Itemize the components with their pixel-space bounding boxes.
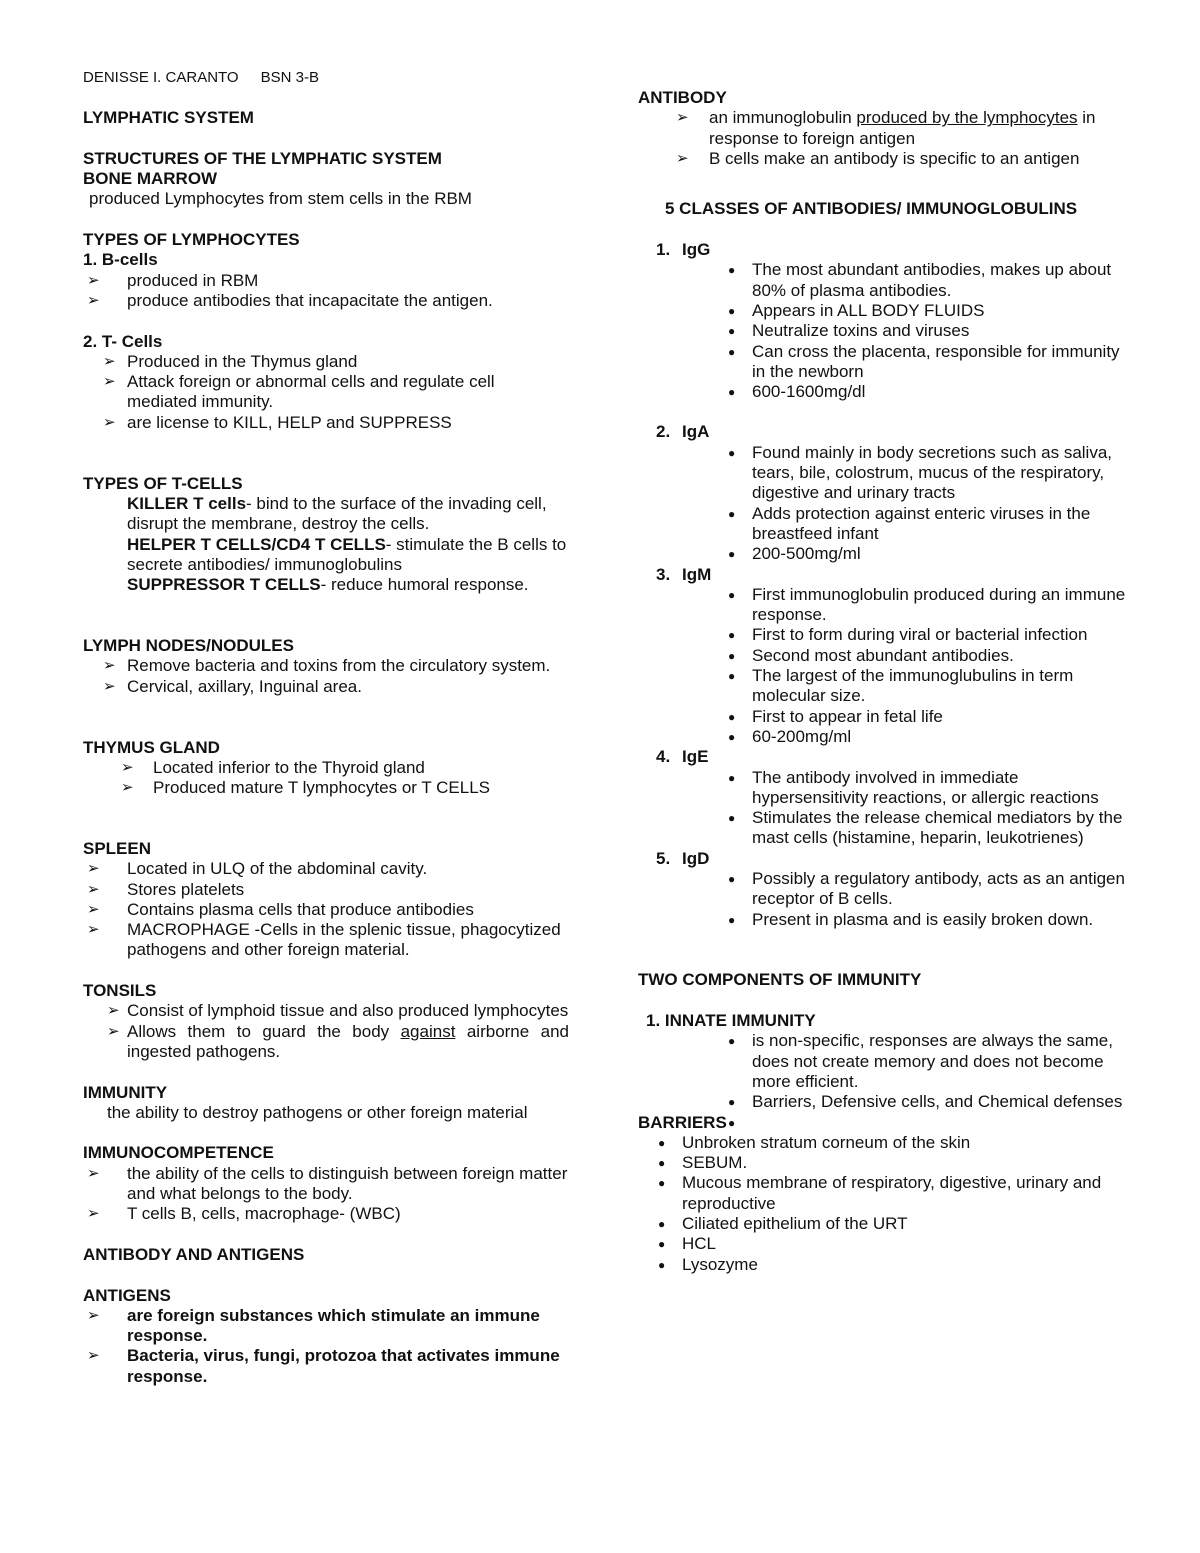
bullet-dot-icon: ● <box>728 709 736 724</box>
barrier-item: ● Lysozyme <box>658 1254 758 1274</box>
left-column <box>83 0 569 1387</box>
barrier-item: ● SEBUM. <box>658 1153 748 1173</box>
list-item: ➢ an immunoglobulin produced by the lymphocytes in response to foreign antigen <box>676 108 1096 148</box>
bullet-dot-icon: ● <box>728 811 736 826</box>
arrow-icon: ➢ <box>87 900 100 918</box>
list-item: ➢ MACROPHAGE -Cells in the splenic tissue, phagocytized pathogens and other foreign material. <box>87 920 561 960</box>
list-item: ➢ Attack foreign or abnormal cells and regulate cell mediated immunity. <box>103 372 495 412</box>
bullet-dot-icon: ● <box>728 445 736 460</box>
class-heading-igg: 1. IgG <box>656 240 711 260</box>
list-item: ➢ B cells make an antibody is specific to an antigen <box>676 148 1080 168</box>
arrow-icon: ➢ <box>103 677 116 695</box>
class-item: ● First immunoglobulin produced during an immune response. <box>728 584 1126 625</box>
arrow-icon: ➢ <box>676 109 689 127</box>
list-item: ➢ the ability of the cells to distinguish between foreign matter and what belongs to the body. <box>87 1163 568 1204</box>
right-column <box>638 0 1128 1275</box>
arrow-icon: ➢ <box>676 149 689 167</box>
bullet-dot-icon: ● <box>728 324 736 339</box>
arrow-icon: ➢ <box>121 758 134 776</box>
bullet-dot-icon: ● <box>728 587 736 602</box>
arrow-icon: ➢ <box>87 1164 100 1182</box>
tcells-heading: 2. T- Cells <box>83 331 163 351</box>
list-item: ➢ Remove bacteria and toxins from the circulatory system. <box>103 656 551 676</box>
arrow-icon: ➢ <box>87 1205 100 1223</box>
barrier-item: ● Unbroken stratum corneum of the skin <box>658 1132 971 1152</box>
arrow-icon: ➢ <box>87 921 100 939</box>
class-item: ● First to form during viral or bacterial infection <box>728 625 1088 645</box>
barriers-list <box>638 1133 1128 1275</box>
classes-heading: 5 CLASSES OF ANTIBODIES/ IMMUNOGLOBULINS <box>665 199 1078 219</box>
bullet-dot-icon: ● <box>728 1034 736 1049</box>
class-item: ● Possibly a regulatory antibody, acts as an antigen receptor of B cells. <box>728 868 1125 909</box>
list-item: ➢ produced in RBM <box>87 270 259 290</box>
types-tcells-heading: TYPES OF T-CELLS <box>83 473 243 493</box>
bullet-dot-icon: ● <box>728 344 736 359</box>
class-heading-igd: 5. IgD <box>656 848 710 868</box>
bullet-dot-icon: ● <box>728 303 736 318</box>
immunity-text: the ability to destroy pathogens or other foreign material <box>107 1102 528 1122</box>
class-item: ● Appears in ALL BODY FLUIDS <box>728 300 985 320</box>
suppressor-tcell-definition: SUPPRESSOR T CELLS- reduce humoral response. <box>127 575 529 595</box>
class-heading-iga: 2. IgA <box>656 422 710 442</box>
arrow-icon: ➢ <box>107 1022 120 1040</box>
innate-item: ● is non-specific, responses are always the same, does not create memory and does not become more efficient. <box>728 1031 1113 1091</box>
antibody-heading: ANTIBODY <box>638 88 727 107</box>
arrow-icon: ➢ <box>87 1306 100 1324</box>
class-item: ● 200-500mg/ml <box>728 544 861 564</box>
innate-immunity-list <box>638 1031 1128 1130</box>
spleen-heading: SPLEEN <box>83 838 152 858</box>
bullet-dot-icon: ● <box>658 1176 666 1191</box>
arrow-icon: ➢ <box>107 1002 120 1020</box>
bullet-dot-icon: ● <box>728 506 736 521</box>
components-heading: TWO COMPONENTS OF IMMUNITY <box>638 970 922 990</box>
tonsils-heading: TONSILS <box>83 981 157 1001</box>
class-heading-ige: 4. IgE <box>656 747 709 767</box>
killer-tcell-definition: KILLER T cells- bind to the surface of the invading cell, disrupt the membrane, destroy the cells. <box>127 493 547 534</box>
class-item: ● Adds protection against enteric viruses in the breastfeed infant <box>728 503 1091 543</box>
bullet-dot-icon: ● <box>728 912 736 927</box>
bullet-dot-icon: ● <box>728 729 736 744</box>
class-item: ● Stimulates the release chemical mediators by the mast cells (histamine, heparin, leukotrienes) <box>728 808 1123 848</box>
lymph-nodes-heading: LYMPH NODES/NODULES <box>83 636 294 656</box>
bullet-dot-icon: ● <box>728 648 736 663</box>
arrow-icon: ➢ <box>103 657 116 675</box>
student-name: DENISSE I. CARANTO <box>83 69 239 86</box>
bullet-dot-icon: ● <box>728 263 736 278</box>
arrow-icon: ➢ <box>103 373 116 391</box>
arrow-icon: ➢ <box>87 271 100 289</box>
list-item: ➢ Located inferior to the Thyroid gland <box>121 757 425 777</box>
header-line <box>83 68 569 88</box>
barrier-item: ● Mucous membrane of respiratory, digestive, urinary and reproductive <box>658 1173 1102 1213</box>
page-title: LYMPHATIC SYSTEM <box>83 108 254 128</box>
class-item: ● Can cross the placenta, responsible for immunity in the newborn <box>728 341 1120 381</box>
class-item: ● The largest of the immunoglubulins in term molecular size. <box>728 666 1074 706</box>
class-item: ● The antibody involved in immediate hypersensitivity reactions, or allergic reactions <box>728 767 1099 807</box>
list-item: ➢ Bacteria, virus, fungi, protozoa that activates immune response. <box>87 1346 560 1386</box>
barrier-item: ● HCL <box>658 1234 717 1254</box>
types-lymphocytes-heading: TYPES OF LYMPHOCYTES <box>83 230 300 250</box>
innate-immunity-heading: 1. INNATE IMMUNITY <box>646 1011 816 1031</box>
bullet-dot-icon: ● <box>728 547 736 562</box>
bullet-dot-icon: ● <box>658 1135 666 1150</box>
class-item: ● Neutralize toxins and viruses <box>728 321 970 341</box>
immunity-heading: IMMUNITY <box>83 1082 168 1102</box>
list-item: ➢ T cells B, cells, macrophage- (WBC) <box>87 1204 401 1224</box>
barriers-heading: BARRIERS <box>638 1112 727 1132</box>
list-item: ➢ Contains plasma cells that produce antibodies <box>87 899 474 919</box>
arrow-icon: ➢ <box>103 352 116 370</box>
antigens-heading: ANTIGENS <box>83 1285 171 1305</box>
course-section: BSN 3-B <box>260 69 319 86</box>
antibody-antigens-heading: ANTIBODY AND ANTIGENS <box>83 1244 305 1264</box>
bone-marrow-text: produced Lymphocytes from stem cells in the RBM <box>89 189 472 209</box>
bullet-dot-icon: ● <box>658 1257 666 1272</box>
bullet-dot-icon: ● <box>658 1156 666 1171</box>
list-item: ➢ are foreign substances which stimulate an immune response. <box>87 1305 540 1346</box>
list-item: ➢ Produced in the Thymus gland <box>103 351 358 371</box>
list-item: ➢ Consist of lymphoid tissue and also produced lymphocytes <box>107 1001 569 1021</box>
bullet-dot-icon: ● <box>728 1095 736 1110</box>
class-item: ● Second most abundant antibodies. <box>728 645 1014 665</box>
bullet-dot-icon: ● <box>658 1237 666 1252</box>
arrow-icon: ➢ <box>103 413 116 431</box>
list-item: ➢ Located in ULQ of the abdominal cavity. <box>87 859 428 879</box>
immunoglobulin-classes <box>638 240 1128 930</box>
structures-heading: STRUCTURES OF THE LYMPHATIC SYSTEM <box>83 148 442 168</box>
list-item: ➢ produce antibodies that incapacitate the antigen. <box>87 290 493 310</box>
list-item: ➢ Produced mature T lymphocytes or T CELLS <box>121 778 491 798</box>
class-item: ● Present in plasma and is easily broken down. <box>728 909 1094 929</box>
class-item: ● First to appear in fetal life <box>728 706 943 726</box>
arrow-icon: ➢ <box>121 779 134 797</box>
bullet-dot-icon: ● <box>728 1115 736 1130</box>
class-item: ● The most abundant antibodies, makes up about 80% of plasma antibodies. <box>728 260 1112 300</box>
bullet-dot-icon: ● <box>728 628 736 643</box>
bone-marrow-heading: BONE MARROW <box>83 169 218 189</box>
bullet-dot-icon: ● <box>728 871 736 886</box>
bullet-dot-icon: ● <box>728 385 736 400</box>
helper-tcell-definition: HELPER T CELLS/CD4 T CELLS- stimulate the B cells to secrete antibodies/ immunoglobulins <box>127 534 567 574</box>
arrow-icon: ➢ <box>87 880 100 898</box>
bullet-dot-icon: ● <box>728 770 736 785</box>
class-item: ● Found mainly in body secretions such as saliva, tears, bile, colostrum, mucus of the respiratory, digestive and urinary tracts <box>728 442 1113 503</box>
bcells-heading: 1. B-cells <box>83 250 158 270</box>
class-item: ● 600-1600mg/dl <box>728 382 866 402</box>
thymus-heading: THYMUS GLAND <box>83 737 220 757</box>
list-item: ➢ Stores platelets <box>87 879 245 899</box>
list-item: ➢ Cervical, axillary, Inguinal area. <box>103 676 362 696</box>
list-item: ➢ are license to KILL, HELP and SUPPRESS <box>103 412 452 432</box>
arrow-icon: ➢ <box>87 1347 100 1365</box>
immunocompetence-heading: IMMUNOCOMPETENCE <box>83 1143 274 1163</box>
arrow-icon: ➢ <box>87 860 100 878</box>
barrier-item: ● Ciliated epithelium of the URT <box>658 1214 908 1234</box>
class-item: ● 60-200mg/ml <box>728 726 852 746</box>
bullet-dot-icon: ● <box>728 669 736 684</box>
arrow-icon: ➢ <box>87 291 100 309</box>
list-item: ➢ Allows them to guard the body against airborne and ingested pathogens. <box>107 1021 569 1061</box>
class-heading-igm: 3. IgM <box>656 564 712 584</box>
innate-item: ● Barriers, Defensive cells, and Chemical defenses <box>728 1092 1123 1112</box>
bullet-dot-icon: ● <box>658 1217 666 1232</box>
